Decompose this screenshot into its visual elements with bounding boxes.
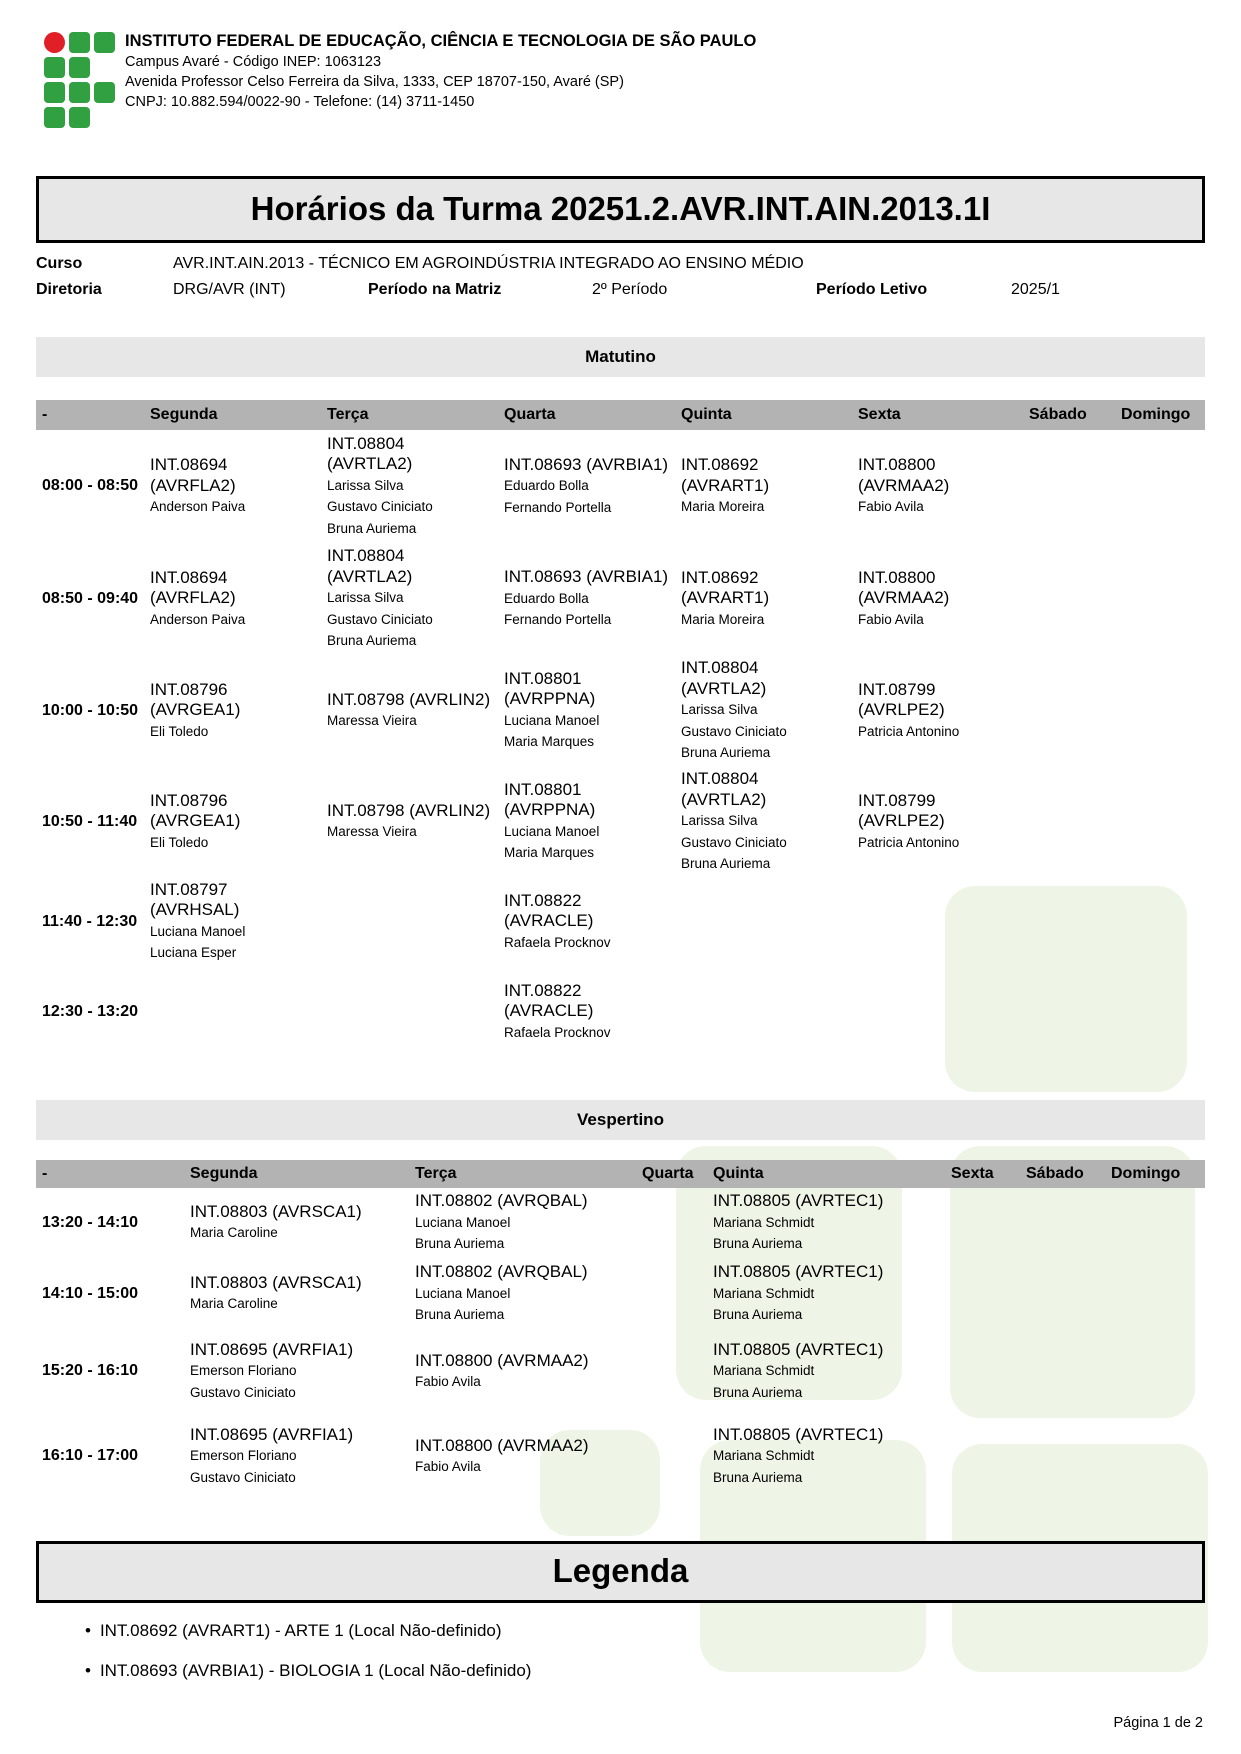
schedule-cell: [1115, 543, 1205, 655]
diretoria-label: Diretoria: [36, 281, 102, 298]
teacher-name: Eli Toledo: [150, 834, 209, 850]
page-number: Página 1 de 2: [1113, 1715, 1203, 1731]
day-column-header: Quarta: [498, 400, 675, 430]
schedule-cell: [144, 430, 321, 543]
time-slot: 10:50 - 11:40: [42, 812, 138, 830]
teacher-name: Gustavo Ciniciato: [681, 834, 787, 850]
teacher-name: Maria Marques: [504, 845, 595, 861]
course-code: INT.08804 (AVRTLA2): [681, 769, 767, 809]
schedule-cell: [1023, 655, 1115, 767]
schedule-cell: [1105, 1188, 1205, 1258]
teacher-name: Emerson Floriano: [190, 1363, 297, 1379]
teacher-name: Bruna Auriema: [681, 856, 771, 872]
schedule-cell: [945, 1258, 1020, 1330]
schedule-cell: [636, 1413, 707, 1500]
schedule-cell: [1105, 1413, 1205, 1500]
periodo-letivo-label: Período Letivo: [816, 281, 928, 298]
schedule-cell: [1115, 767, 1205, 877]
schedule-cell: [675, 543, 852, 655]
teacher-name: Maressa Vieira: [327, 824, 417, 840]
teacher-name: Maria Caroline: [190, 1225, 278, 1241]
teacher-name: Luciana Manoel: [415, 1285, 511, 1301]
ifsp-logo: [44, 32, 115, 128]
time-slot: 08:50 - 09:40: [42, 589, 139, 607]
schedule-cell: [1105, 1258, 1205, 1330]
teacher-name: Luciana Manoel: [504, 712, 600, 728]
schedule-cell: [675, 967, 852, 1057]
course-code: INT.08802 (AVRQBAL): [415, 1191, 588, 1211]
teacher-name: Rafaela Procknov: [504, 1024, 611, 1040]
teacher-name: Fabio Avila: [858, 611, 924, 627]
course-code: INT.08797 (AVRHSAL): [150, 880, 240, 920]
schedule-cell: [675, 430, 852, 543]
schedule-cell: [707, 1413, 945, 1500]
teacher-name: Luciana Manoel: [504, 823, 600, 839]
teacher-name: Gustavo Ciniciato: [327, 499, 433, 515]
schedule-cell: [321, 543, 498, 655]
schedule-cell: [144, 543, 321, 655]
day-column-header: Terça: [409, 1160, 636, 1188]
course-code: INT.08796 (AVRGEA1): [150, 679, 241, 720]
schedule-cell: [409, 1413, 636, 1500]
teacher-name: Bruna Auriema: [713, 1469, 803, 1485]
schedule-cell: [636, 1258, 707, 1330]
teacher-name: Eduardo Bolla: [504, 590, 589, 606]
periodo-matriz-value: 2º Período: [592, 281, 668, 298]
logo-red-dot: [44, 32, 65, 53]
course-code: INT.08804 (AVRTLA2): [327, 433, 413, 474]
time-column-header: -: [36, 400, 144, 430]
schedule-cell: [321, 877, 498, 967]
course-code: INT.08693 (AVRBIA1): [504, 567, 669, 587]
time-slot: 15:20 - 16:10: [42, 1362, 139, 1380]
schedule-cell: [409, 1258, 636, 1330]
schedule-cell: [1023, 967, 1115, 1057]
course-code: INT.08695 (AVRFIA1): [190, 1339, 354, 1359]
teacher-name: Mariana Schmidt: [713, 1285, 815, 1301]
teacher-name: Mariana Schmidt: [713, 1448, 815, 1464]
teacher-name: Bruna Auriema: [713, 1384, 803, 1400]
schedule-cell: [1115, 655, 1205, 767]
curso-row: [36, 251, 1205, 277]
day-column-header: Segunda: [144, 400, 321, 430]
teacher-name: Patricia Antonino: [858, 723, 960, 739]
page-title: Horários da Turma 20251.2.AVR.INT.AIN.2013.1I: [36, 176, 1205, 243]
diretoria-value: DRG/AVR (INT): [173, 281, 286, 298]
day-column-header: Segunda: [184, 1160, 409, 1188]
schedule-cell: [184, 1258, 409, 1330]
schedule-cell: [852, 767, 1023, 877]
course-code: INT.08804 (AVRTLA2): [681, 658, 767, 698]
schedule-cell: [1020, 1413, 1105, 1500]
course-code: INT.08805 (AVRTEC1): [713, 1339, 884, 1359]
course-code: INT.08801 (AVRPPNA): [504, 780, 596, 820]
schedule-cell: [1115, 967, 1205, 1057]
schedule-cell: [184, 1188, 409, 1258]
schedule-cell: [945, 1330, 1020, 1413]
course-code: INT.08822 (AVRACLE): [504, 980, 594, 1021]
time-slot: 16:10 - 17:00: [42, 1447, 139, 1465]
teacher-name: Luciana Manoel: [150, 923, 246, 939]
course-code: INT.08805 (AVRTEC1): [713, 1424, 884, 1444]
teacher-name: Bruna Auriema: [713, 1236, 803, 1252]
schedule-cell: [144, 767, 321, 877]
legend-item-text: INT.08692 (AVRART1) - ARTE 1 (Local Não-definido): [99, 1621, 502, 1640]
schedule-cell: [144, 655, 321, 767]
teacher-name: Bruna Auriema: [327, 633, 417, 649]
day-column-header: Domingo: [1115, 400, 1205, 430]
course-code: INT.08802 (AVRQBAL): [415, 1262, 588, 1282]
teacher-name: Anderson Paiva: [150, 499, 246, 515]
course-code: INT.08800 (AVRMAA2): [858, 455, 950, 495]
schedule-cell: [707, 1330, 945, 1413]
cnpj-line: CNPJ: 10.882.594/0022-90 - Telefone: (14) 3711-1450: [125, 94, 475, 110]
schedule-cell: [852, 967, 1023, 1057]
course-code: INT.08805 (AVRTEC1): [713, 1191, 884, 1211]
institution-header: [36, 0, 1205, 128]
schedule-cell: [852, 655, 1023, 767]
course-code: INT.08822 (AVRACLE): [504, 890, 594, 931]
day-column-header: Domingo: [1105, 1160, 1205, 1188]
schedule-cell: [675, 767, 852, 877]
teacher-name: Larissa Silva: [327, 590, 404, 605]
time-slot: 08:00 - 08:50: [42, 477, 139, 495]
schedule-cell: [1115, 877, 1205, 967]
diretoria-row: [36, 277, 1205, 303]
day-column-header: Quarta: [636, 1160, 707, 1188]
teacher-name: Bruna Auriema: [327, 520, 417, 536]
teacher-name: Maria Moreira: [681, 499, 765, 515]
teacher-name: Fabio Avila: [858, 499, 924, 515]
schedule-cell: [707, 1258, 945, 1330]
schedule-cell: [1023, 430, 1115, 543]
course-code: INT.08694 (AVRFLA2): [150, 455, 236, 495]
time-slot: 14:10 - 15:00: [42, 1284, 139, 1302]
teacher-name: Mariana Schmidt: [713, 1363, 815, 1379]
day-column-header: Quinta: [675, 400, 852, 430]
teacher-name: Maria Moreira: [681, 611, 765, 627]
schedule-cell: [707, 1188, 945, 1258]
teacher-name: Emerson Floriano: [190, 1448, 297, 1464]
course-code: INT.08692 (AVRART1): [681, 567, 770, 608]
teacher-name: Maressa Vieira: [327, 713, 417, 729]
schedule-cell: [321, 655, 498, 767]
bullet-icon: •: [85, 1621, 91, 1640]
class-info: [36, 251, 1205, 303]
course-code: INT.08800 (AVRMAA2): [415, 1435, 589, 1455]
schedule-cell: [945, 1413, 1020, 1500]
course-code: INT.08799 (AVRLPE2): [858, 679, 945, 720]
teacher-name: Gustavo Ciniciato: [190, 1469, 296, 1485]
teacher-name: Anderson Paiva: [150, 611, 246, 627]
schedule-cell: [498, 543, 675, 655]
schedule-cell: [1115, 430, 1205, 543]
teacher-name: Fernando Portella: [504, 499, 612, 515]
schedule-cell: [321, 967, 498, 1057]
bullet-icon: •: [85, 1661, 91, 1680]
schedule-cell: [498, 877, 675, 967]
schedule-cell: [184, 1413, 409, 1500]
course-code: INT.08805 (AVRTEC1): [713, 1262, 884, 1282]
schedule-cell: [498, 967, 675, 1057]
course-code: INT.08694 (AVRFLA2): [150, 567, 236, 608]
day-column-header: Sábado: [1023, 400, 1115, 430]
teacher-name: Larissa Silva: [681, 813, 758, 828]
schedule-cell: [498, 430, 675, 543]
legend-item: [85, 1659, 1205, 1683]
teacher-name: Patricia Antonino: [858, 834, 960, 850]
course-code: INT.08801 (AVRPPNA): [504, 669, 596, 709]
schedule-table-vespertino: [36, 1160, 1205, 1500]
shift-bar-vespertino: Vespertino: [36, 1100, 1205, 1140]
schedule-cell: [675, 877, 852, 967]
legend-item-text: INT.08693 (AVRBIA1) - BIOLOGIA 1 (Local Não-definido): [99, 1661, 532, 1680]
schedule-cell: [945, 1188, 1020, 1258]
schedule-cell: [675, 655, 852, 767]
teacher-name: Eduardo Bolla: [504, 478, 589, 494]
curso-value: AVR.INT.AIN.2013 - TÉCNICO EM AGROINDÚSTRIA INTEGRADO AO ENSINO MÉDIO: [173, 255, 804, 272]
time-slot: 12:30 - 13:20: [42, 1002, 139, 1020]
teacher-name: Maria Caroline: [190, 1296, 278, 1312]
schedule-cell: [498, 655, 675, 767]
teacher-name: Fabio Avila: [415, 1373, 481, 1389]
schedule-cell: [409, 1188, 636, 1258]
day-column-header: Terça: [321, 400, 498, 430]
schedule-cell: [636, 1188, 707, 1258]
teacher-name: Larissa Silva: [681, 702, 758, 717]
periodo-matriz-label: Período na Matriz: [368, 281, 502, 298]
teacher-name: Luciana Manoel: [415, 1214, 511, 1230]
schedule-cell: [321, 767, 498, 877]
course-code: INT.08693 (AVRBIA1): [504, 454, 669, 474]
time-slot: 13:20 - 14:10: [42, 1213, 139, 1231]
course-code: INT.08799 (AVRLPE2): [858, 790, 945, 831]
schedule-cell: [409, 1330, 636, 1413]
schedule-cell: [144, 877, 321, 967]
teacher-name: Luciana Esper: [150, 945, 237, 961]
schedule-cell: [498, 767, 675, 877]
schedule-cell: [852, 430, 1023, 543]
teacher-name: Bruna Auriema: [415, 1307, 505, 1323]
time-slot: 11:40 - 12:30: [42, 912, 138, 930]
institution-name: INSTITUTO FEDERAL DE EDUCAÇÃO, CIÊNCIA E TECNOLOGIA DE SÃO PAULO: [125, 32, 757, 50]
day-column-header: Quinta: [707, 1160, 945, 1188]
teacher-name: Bruna Auriema: [415, 1236, 505, 1252]
teacher-name: Gustavo Ciniciato: [190, 1384, 296, 1400]
schedule-cell: [636, 1330, 707, 1413]
legend-list: [36, 1619, 1205, 1683]
course-code: INT.08695 (AVRFIA1): [190, 1424, 354, 1444]
teacher-name: Larissa Silva: [327, 477, 404, 493]
legend-item: [85, 1619, 1205, 1643]
shift-bar-matutino: Matutino: [36, 337, 1205, 377]
schedule-cell: [1020, 1188, 1105, 1258]
teacher-name: Gustavo Ciniciato: [681, 723, 787, 739]
periodo-letivo-value: 2025/1: [1011, 281, 1060, 298]
day-column-header: Sexta: [945, 1160, 1020, 1188]
schedule-table-matutino: [36, 400, 1205, 1057]
course-code: INT.08804 (AVRTLA2): [327, 546, 413, 586]
day-column-header: Sexta: [852, 400, 1023, 430]
schedule-cell: [1020, 1330, 1105, 1413]
teacher-name: Fabio Avila: [415, 1458, 481, 1474]
teacher-name: Eli Toledo: [150, 723, 209, 739]
time-column-header: -: [36, 1160, 184, 1188]
course-code: INT.08803 (AVRSCA1): [190, 1202, 362, 1221]
teacher-name: Bruna Auriema: [713, 1307, 803, 1323]
campus-line: Campus Avaré - Código INEP: 1063123: [125, 54, 382, 70]
schedule-cell: [852, 877, 1023, 967]
course-code: INT.08800 (AVRMAA2): [858, 567, 950, 608]
teacher-name: Fernando Portella: [504, 612, 612, 628]
course-code: INT.08796 (AVRGEA1): [150, 790, 241, 831]
schedule-cell: [1023, 767, 1115, 877]
schedule-cell: [1020, 1258, 1105, 1330]
schedule-cell: [1023, 877, 1115, 967]
teacher-name: Gustavo Ciniciato: [327, 611, 433, 627]
teacher-name: Bruna Auriema: [681, 745, 771, 761]
schedule-cell: [1023, 543, 1115, 655]
course-code: INT.08692 (AVRART1): [681, 455, 770, 495]
time-slot: 10:00 - 10:50: [42, 701, 139, 719]
legend-title: Legenda: [36, 1541, 1205, 1603]
schedule-cell: [184, 1330, 409, 1413]
course-code: INT.08800 (AVRMAA2): [415, 1350, 589, 1370]
teacher-name: Rafaela Procknov: [504, 934, 611, 950]
course-code: INT.08798 (AVRLIN2): [327, 690, 491, 709]
curso-label: Curso: [36, 255, 83, 272]
schedule-cell: [321, 430, 498, 543]
teacher-name: Maria Marques: [504, 734, 595, 750]
schedule-cell: [1105, 1330, 1205, 1413]
course-code: INT.08803 (AVRSCA1): [190, 1273, 362, 1292]
course-code: INT.08798 (AVRLIN2): [327, 801, 491, 820]
address-line: Avenida Professor Celso Ferreira da Silva, 1333, CEP 18707-150, Avaré (SP): [125, 74, 624, 90]
day-column-header: Sábado: [1020, 1160, 1105, 1188]
schedule-cell: [144, 967, 321, 1057]
schedule-cell: [852, 543, 1023, 655]
teacher-name: Mariana Schmidt: [713, 1214, 815, 1230]
